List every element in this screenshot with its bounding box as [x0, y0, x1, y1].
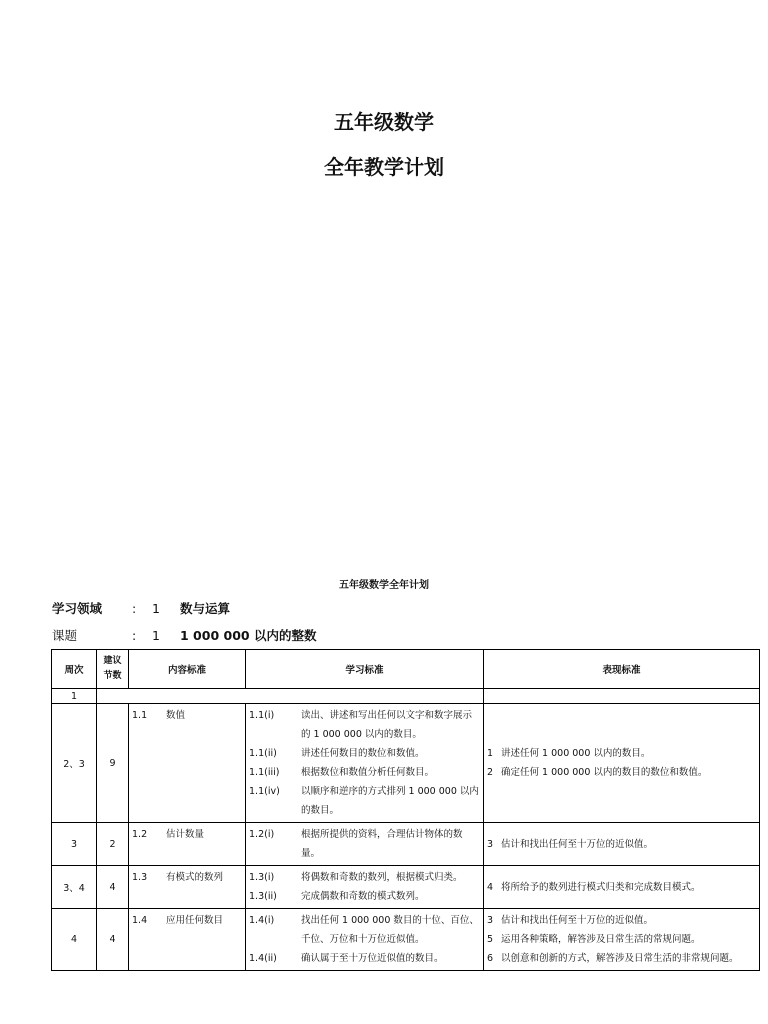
- learning-area-label: 学习领域: [52, 601, 103, 616]
- performance-code: 6: [487, 953, 494, 964]
- header-learning: 学习标准: [246, 650, 484, 689]
- learning-text: 确认属于至十万位近似值的数目。: [301, 953, 444, 964]
- content-cell: [129, 823, 246, 866]
- content-cell: [129, 704, 246, 823]
- learning-code: 1.4(i): [249, 915, 275, 926]
- content-code: 1.3: [132, 872, 148, 883]
- performance-standard: [487, 949, 756, 968]
- learning-standard: [249, 706, 480, 744]
- table-header-row: [52, 650, 760, 689]
- learning-standard: [249, 887, 480, 906]
- performance-text: 讲述任何 1 000 000 以内的数目。: [501, 748, 651, 759]
- table-row: [52, 823, 760, 866]
- performance-standard: [487, 930, 756, 949]
- empty-cell: [97, 689, 484, 704]
- learning-code: 1.3(ii): [249, 891, 277, 902]
- learning-text: 将偶数和奇数的数列，根据模式归类。: [301, 872, 463, 883]
- content-code: 1.2: [132, 829, 148, 840]
- learning-cell: [246, 866, 484, 909]
- header-content: 内容标准: [129, 650, 246, 689]
- periods-cell: 4: [97, 866, 129, 909]
- performance-code: 5: [487, 934, 494, 945]
- table-row: [52, 689, 760, 704]
- content-cell: [129, 866, 246, 909]
- learning-code: 1.1(i): [249, 710, 275, 721]
- content-code: 1.1: [132, 710, 148, 721]
- performance-standard: [487, 835, 756, 854]
- learning-area-line: [52, 599, 230, 617]
- table-row: [52, 704, 760, 823]
- week-cell: 3、4: [52, 866, 97, 909]
- topic-value: 1 000 000 以内的整数: [180, 628, 317, 643]
- topic-number: 1: [152, 628, 160, 643]
- colon: :: [132, 601, 137, 616]
- learning-cell: [246, 704, 484, 823]
- topic-label: 课题: [52, 628, 78, 643]
- learning-text: 讲述任何数目的数位和数值。: [301, 748, 425, 759]
- periods-cell: 9: [97, 704, 129, 823]
- performance-text: 运用各种策略，解答涉及日常生活的常规问题。: [501, 934, 701, 945]
- learning-code: 1.1(ii): [249, 748, 277, 759]
- learning-code: 1.3(i): [249, 872, 275, 883]
- table-row: [52, 866, 760, 909]
- periods-cell: 4: [97, 909, 129, 971]
- performance-code: 4: [487, 881, 494, 893]
- empty-cell: [484, 689, 760, 704]
- week-cell: 1: [52, 689, 97, 704]
- performance-text: 确定任何 1 000 000 以内的数目的数位和数值。: [501, 767, 708, 778]
- week-cell: 2、3: [52, 704, 97, 823]
- performance-cell: [484, 909, 760, 971]
- learning-area-number: 1: [152, 601, 160, 616]
- table-row: [52, 909, 760, 971]
- performance-cell: [484, 866, 760, 909]
- learning-text: 以顺序和逆序的方式排列 1 000 000 以内的数目。: [301, 786, 479, 816]
- performance-text: 将所给予的数列进行模式归类和完成数目模式。: [501, 881, 701, 893]
- learning-standard: [249, 949, 480, 968]
- learning-standard: [249, 744, 480, 763]
- section-heading: 五年级数学全年计划: [339, 580, 429, 591]
- performance-standard: [487, 744, 756, 763]
- document-subtitle: 全年教学计划: [324, 155, 444, 179]
- plan-table: [51, 649, 760, 971]
- week-cell: 3: [52, 823, 97, 866]
- content-text: 数值: [166, 710, 186, 721]
- performance-code: 2: [487, 767, 494, 778]
- performance-standard: [487, 763, 756, 782]
- learning-standard: [249, 868, 480, 887]
- document-title: 五年级数学: [334, 110, 434, 134]
- learning-area-value: 数与运算: [180, 601, 231, 616]
- learning-standard: [249, 763, 480, 782]
- performance-cell: [484, 823, 760, 866]
- learning-text: 读出、讲述和写出任何以文字和数字展示的 1 000 000 以内的数目。: [301, 710, 473, 740]
- learning-text: 根据所提供的资料，合理估计物体的数量。: [301, 829, 463, 859]
- learning-text: 完成偶数和奇数的模式数列。: [301, 891, 425, 902]
- learning-text: 根据数位和数值分析任何数目。: [301, 767, 435, 778]
- performance-text: 估计和找出任何至十万位的近似值。: [501, 838, 654, 850]
- performance-text: 估计和找出任何至十万位的近似值。: [501, 915, 654, 926]
- content-text: 有模式的数列: [166, 872, 224, 883]
- colon: :: [132, 628, 137, 643]
- content-cell: [129, 909, 246, 971]
- topic-line: [52, 626, 316, 644]
- performance-code: 3: [487, 838, 494, 850]
- learning-standard: [249, 825, 480, 863]
- header-week: 周次: [52, 650, 97, 689]
- learning-standard: [249, 782, 480, 820]
- content-text: 估计数量: [166, 829, 205, 840]
- learning-cell: [246, 909, 484, 971]
- content-code: 1.4: [132, 915, 148, 926]
- learning-text: 找出任何 1 000 000 数目的十位、百位、千位、万位和十万位近似值。: [301, 915, 479, 945]
- header-periods: 建议节数: [97, 650, 129, 689]
- learning-code: 1.2(i): [249, 829, 275, 840]
- performance-code: 1: [487, 748, 494, 759]
- performance-code: 3: [487, 915, 494, 926]
- performance-text: 以创意和创新的方式，解答涉及日常生活的非常规问题。: [501, 953, 739, 964]
- performance-standard: [487, 878, 756, 897]
- learning-code: 1.1(iii): [249, 767, 280, 778]
- week-cell: 4: [52, 909, 97, 971]
- learning-cell: [246, 823, 484, 866]
- performance-standard: [487, 911, 756, 930]
- performance-cell: [484, 704, 760, 823]
- learning-code: 1.1(iv): [249, 786, 280, 797]
- periods-cell: 2: [97, 823, 129, 866]
- header-performance: 表现标准: [484, 650, 760, 689]
- content-text: 应用任何数目: [166, 915, 224, 926]
- learning-standard: [249, 911, 480, 949]
- learning-code: 1.4(ii): [249, 953, 277, 964]
